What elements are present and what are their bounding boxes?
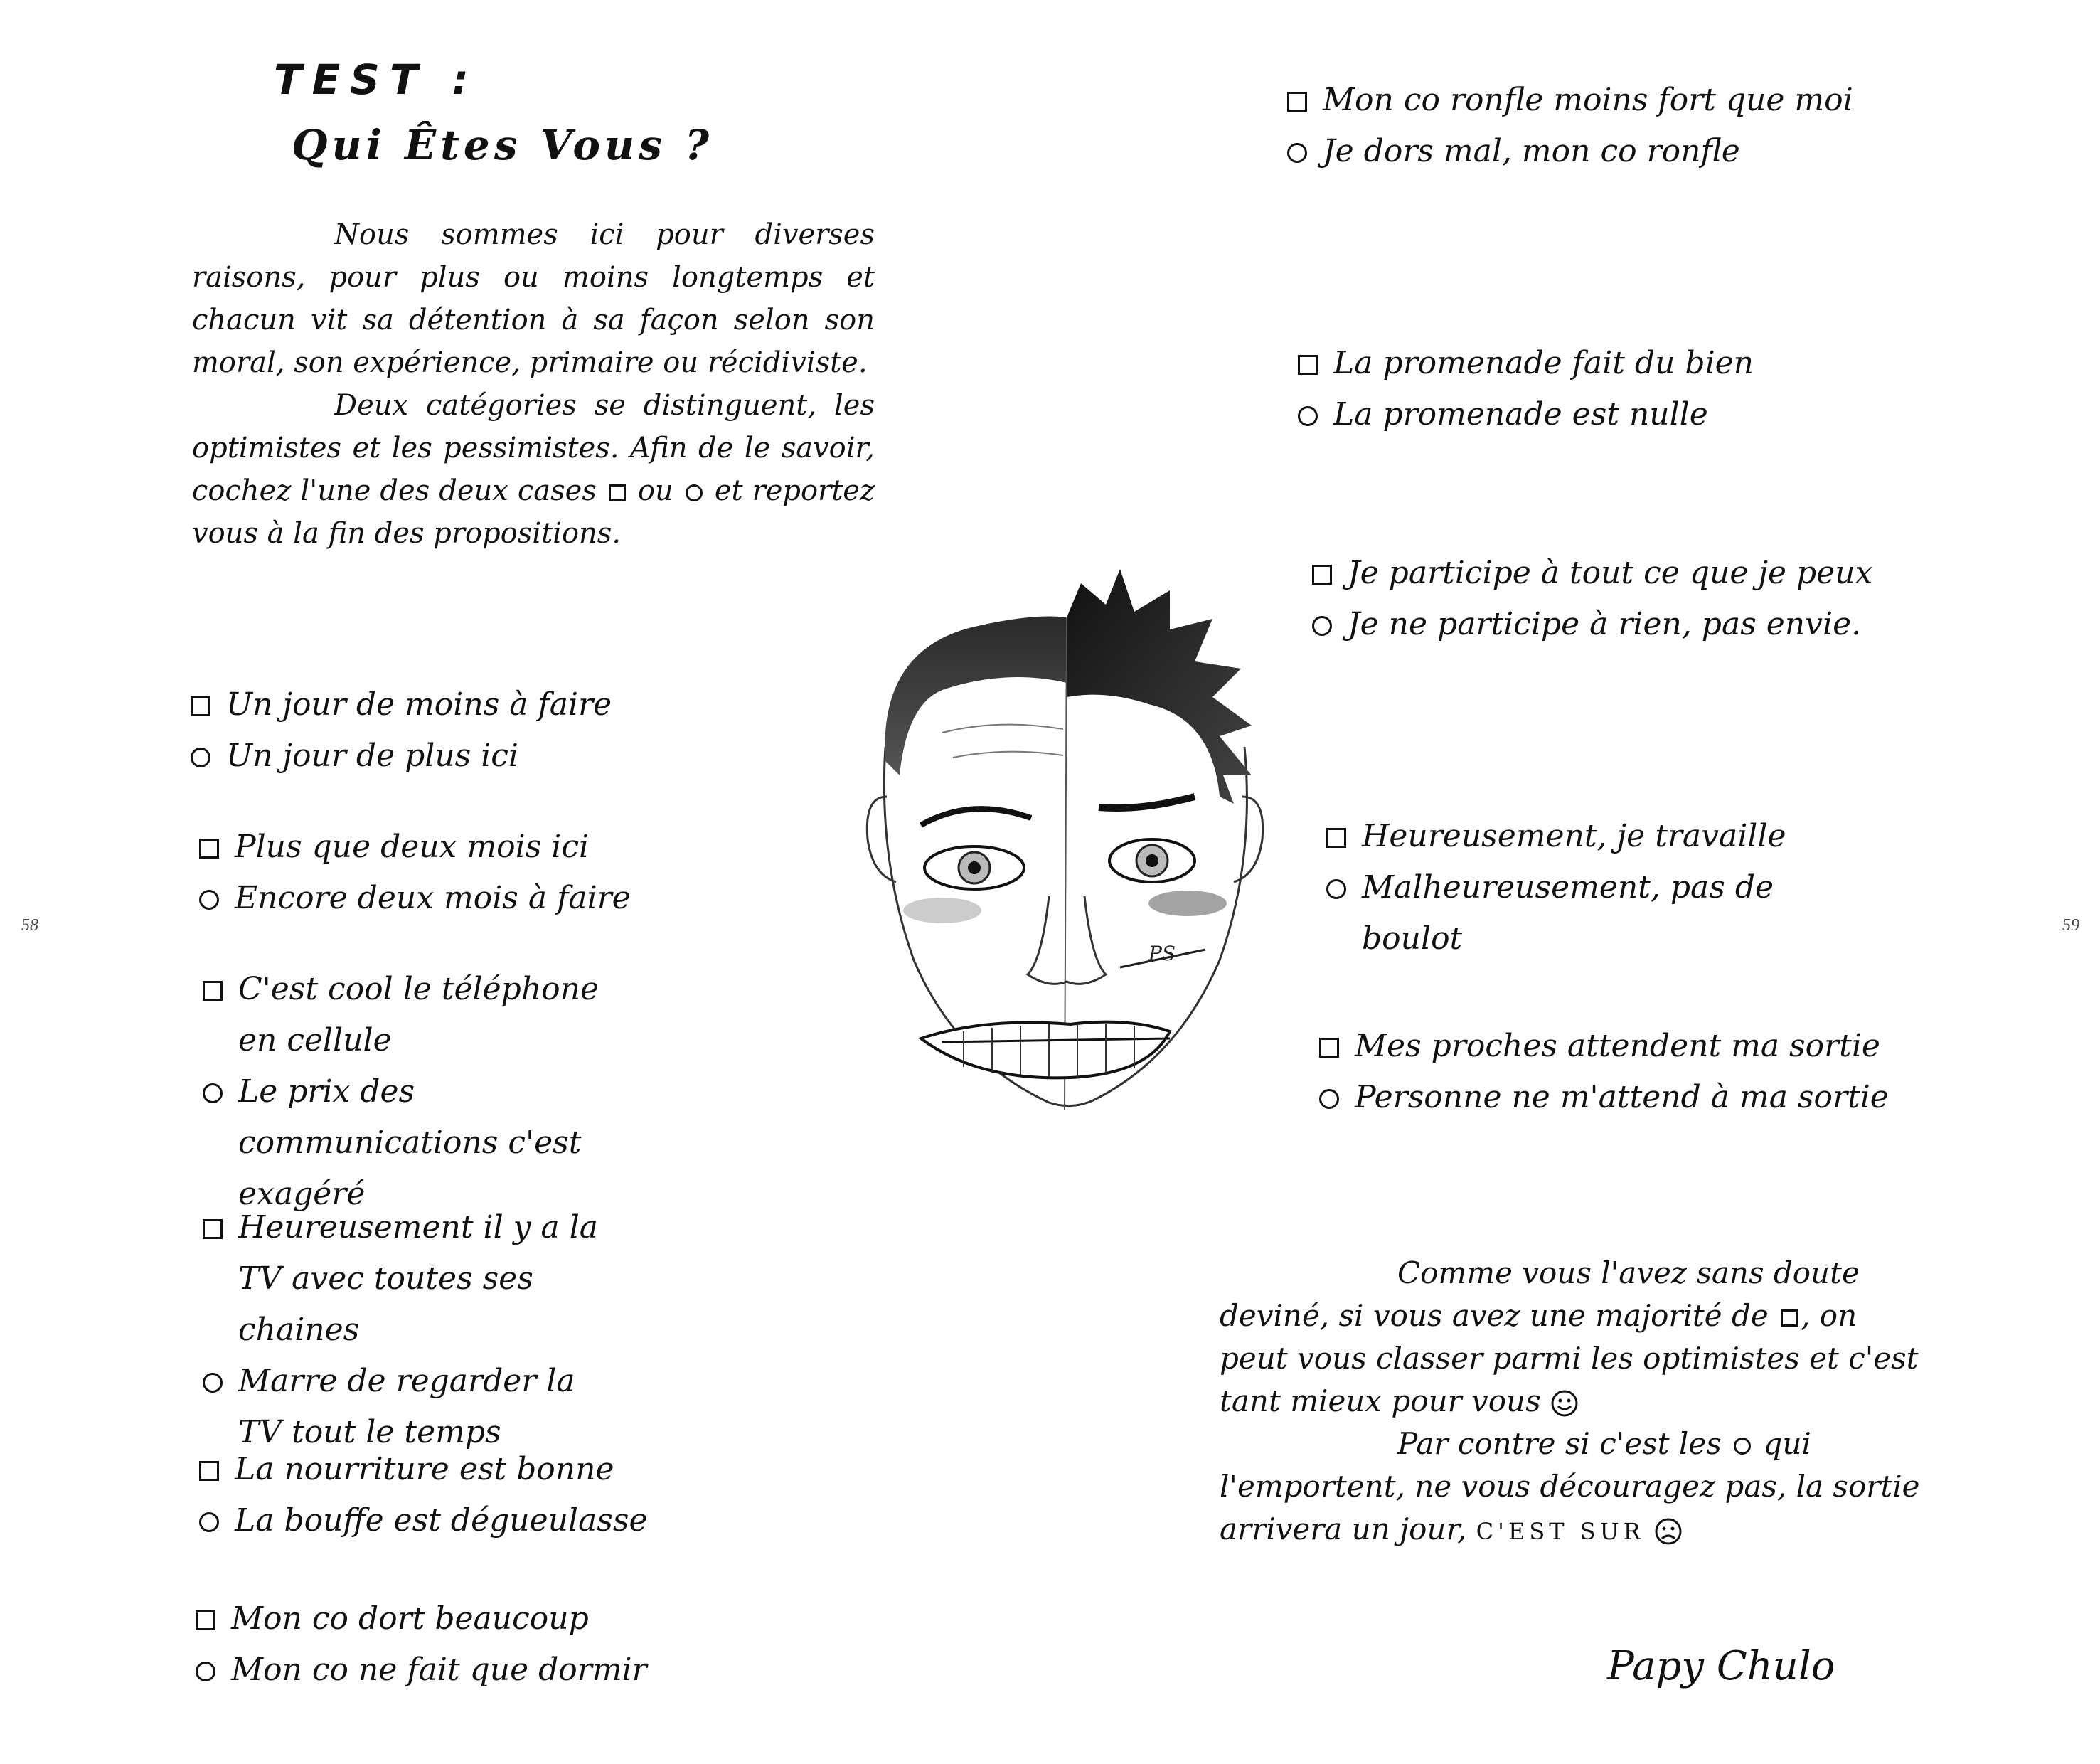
- right-item-2: [1298, 338, 1881, 440]
- conclusion-p2-middle: qui l'emportent, ne vous découragez pas, la sortie arrivera un jour,: [1220, 1426, 1920, 1546]
- checkbox-circle-icon[interactable]: [191, 748, 210, 767]
- option-box-text: La nourriture est bonne: [235, 1451, 614, 1487]
- circle-icon: [686, 484, 703, 501]
- option-circle-text: Personne ne m'attend à ma sortie: [1355, 1079, 1889, 1115]
- checkbox-square-icon[interactable]: [203, 981, 223, 1001]
- checkbox-circle-icon[interactable]: [203, 1373, 223, 1393]
- drawing-initials: PS: [1148, 942, 1176, 965]
- intro-paragraph-2: [192, 384, 875, 555]
- right-item-1: [1287, 75, 1870, 177]
- option-box[interactable]: [1312, 548, 1895, 599]
- intro-p2-start: Deux catégories se distinguent, les optimistes et les pessimistes. Afin de le savoir, cochez l'une des deux cases: [192, 389, 875, 507]
- left-item-6: [196, 1593, 821, 1696]
- page-number-left: 58: [21, 916, 38, 935]
- checkbox-square-icon[interactable]: [1319, 1038, 1339, 1058]
- option-circle-text: Un jour de plus ici: [226, 738, 519, 774]
- checkbox-square-icon[interactable]: [196, 1610, 215, 1630]
- option-circle[interactable]: [1298, 389, 1881, 440]
- option-box[interactable]: [203, 964, 601, 1066]
- option-box[interactable]: [1287, 75, 1870, 126]
- option-circle[interactable]: [203, 1356, 601, 1458]
- checkbox-circle-icon[interactable]: [199, 890, 219, 910]
- option-circle-text: La bouffe est dégueulasse: [235, 1502, 648, 1539]
- smiley-happy-icon: [1550, 1389, 1579, 1418]
- option-circle[interactable]: [203, 1066, 601, 1220]
- checkbox-square-icon[interactable]: [199, 839, 219, 859]
- left-item-5: [199, 1444, 825, 1546]
- page-title: TEST :: [274, 55, 479, 104]
- checkbox-square-icon[interactable]: [1326, 828, 1346, 848]
- option-circle[interactable]: [191, 730, 816, 782]
- right-ear: [1234, 797, 1263, 882]
- option-circle-text: Mon co ne fait que dormir: [231, 1652, 647, 1688]
- option-circle-text: Malheureusement, pas de boulot: [1362, 869, 1774, 957]
- right-item-5: [1319, 1021, 1902, 1123]
- checkbox-circle-icon[interactable]: [196, 1662, 215, 1681]
- option-circle-text: Le prix des communications c'est exagéré: [238, 1073, 582, 1212]
- left-item-3: [203, 964, 601, 1220]
- option-circle-text: Je ne participe à rien, pas envie.: [1348, 606, 1862, 642]
- signature: Papy Chulo: [1607, 1643, 1835, 1689]
- checkbox-square-icon[interactable]: [1312, 565, 1332, 585]
- checkbox-circle-icon[interactable]: [199, 1512, 219, 1532]
- option-circle-text: Encore deux mois à faire: [235, 880, 631, 916]
- option-circle[interactable]: [1319, 1072, 1902, 1123]
- left-item-4: [203, 1202, 601, 1458]
- option-box[interactable]: [1326, 811, 1867, 862]
- option-box[interactable]: [191, 679, 816, 730]
- option-box-text: Mes proches attendent ma sortie: [1355, 1028, 1880, 1064]
- hair-left: [885, 617, 1067, 776]
- option-box[interactable]: [199, 1444, 825, 1495]
- conclusion-p2-start: Par contre si c'est les: [1397, 1426, 1722, 1461]
- option-circle[interactable]: [199, 873, 825, 924]
- option-circle-text: Je dors mal, mon co ronfle: [1323, 133, 1740, 169]
- option-box-text: La promenade fait du bien: [1333, 345, 1754, 381]
- conclusion-text: [1220, 1252, 1931, 1553]
- nose: [1028, 896, 1106, 984]
- conclusion-p2-end: C'EST SUR: [1476, 1518, 1645, 1545]
- option-box[interactable]: [196, 1593, 821, 1645]
- conclusion-paragraph-1: [1220, 1252, 1931, 1423]
- conclusion-paragraph-2: [1220, 1423, 1931, 1553]
- hair-right: [1067, 569, 1252, 804]
- option-box-text: Un jour de moins à faire: [226, 686, 612, 723]
- page-number-right: 59: [2062, 916, 2079, 935]
- smiley-sad-icon: [1654, 1517, 1683, 1546]
- face-drawing: [836, 562, 1291, 1124]
- left-eyebrow: [921, 809, 1031, 825]
- option-circle-text: Marre de regarder la TV tout le temps: [238, 1363, 575, 1450]
- checkbox-square-icon[interactable]: [191, 696, 210, 716]
- square-box-icon: [609, 484, 626, 501]
- left-item-2: [199, 822, 825, 924]
- checkbox-circle-icon[interactable]: [203, 1083, 223, 1103]
- option-box-text: C'est cool le téléphone en cellule: [238, 971, 599, 1058]
- option-box-text: Je participe à tout ce que je peux: [1348, 555, 1873, 591]
- option-box[interactable]: [199, 822, 825, 873]
- intro-p2-or: ou: [637, 474, 673, 507]
- conclusion-p1-start: Comme vous l'avez sans doute deviné, si vous avez une majorité de: [1220, 1255, 1860, 1333]
- square-box-icon: [1781, 1309, 1798, 1327]
- option-box-text: Plus que deux mois ici: [235, 829, 590, 865]
- option-circle[interactable]: [196, 1645, 821, 1696]
- intro-paragraph-1: Nous sommes ici pour diverses raisons, pour plus ou moins longtemps et chacun vit sa détention à sa façon selon son moral, son expérience, primaire ou récidiviste.: [192, 218, 875, 379]
- intro-p2-end: et reportez vous à la fin des propositions.: [192, 474, 875, 550]
- checkbox-circle-icon[interactable]: [1298, 406, 1318, 426]
- checkbox-square-icon[interactable]: [1298, 355, 1318, 375]
- page-subtitle: Qui Êtes Vous ?: [292, 121, 714, 169]
- right-eyebrow: [1099, 797, 1195, 808]
- checkbox-square-icon[interactable]: [203, 1219, 223, 1239]
- option-circle[interactable]: [1326, 862, 1867, 965]
- right-item-3: [1312, 548, 1895, 650]
- circle-icon: [1734, 1438, 1751, 1455]
- checkbox-circle-icon[interactable]: [1319, 1089, 1339, 1109]
- left-item-1: [191, 679, 816, 782]
- option-box[interactable]: [1298, 338, 1881, 389]
- option-box-text: Heureusement, je travaille: [1362, 818, 1786, 854]
- conclusion-p1-end: , on peut vous classer parmi les optimistes et c'est tant mieux pour vous: [1220, 1298, 1919, 1418]
- option-box[interactable]: [203, 1202, 601, 1356]
- checkbox-circle-icon[interactable]: [1287, 143, 1307, 163]
- option-box-text: Mon co ronfle moins fort que moi: [1323, 82, 1853, 118]
- checkbox-circle-icon[interactable]: [1326, 879, 1346, 899]
- option-circle[interactable]: [1287, 126, 1870, 177]
- checkbox-square-icon[interactable]: [199, 1461, 219, 1481]
- option-circle-text: La promenade est nulle: [1333, 396, 1708, 432]
- intro-text: [192, 213, 875, 555]
- right-item-4: [1326, 811, 1867, 965]
- option-box[interactable]: [1319, 1021, 1902, 1072]
- option-circle[interactable]: [199, 1495, 825, 1546]
- checkbox-square-icon[interactable]: [1287, 92, 1307, 112]
- option-box-text: Heureusement il y a la TV avec toutes ses chaines: [238, 1209, 599, 1348]
- option-circle[interactable]: [1312, 599, 1895, 650]
- option-box-text: Mon co dort beaucoup: [231, 1600, 589, 1637]
- mouth: [921, 1022, 1170, 1078]
- checkbox-circle-icon[interactable]: [1312, 616, 1332, 636]
